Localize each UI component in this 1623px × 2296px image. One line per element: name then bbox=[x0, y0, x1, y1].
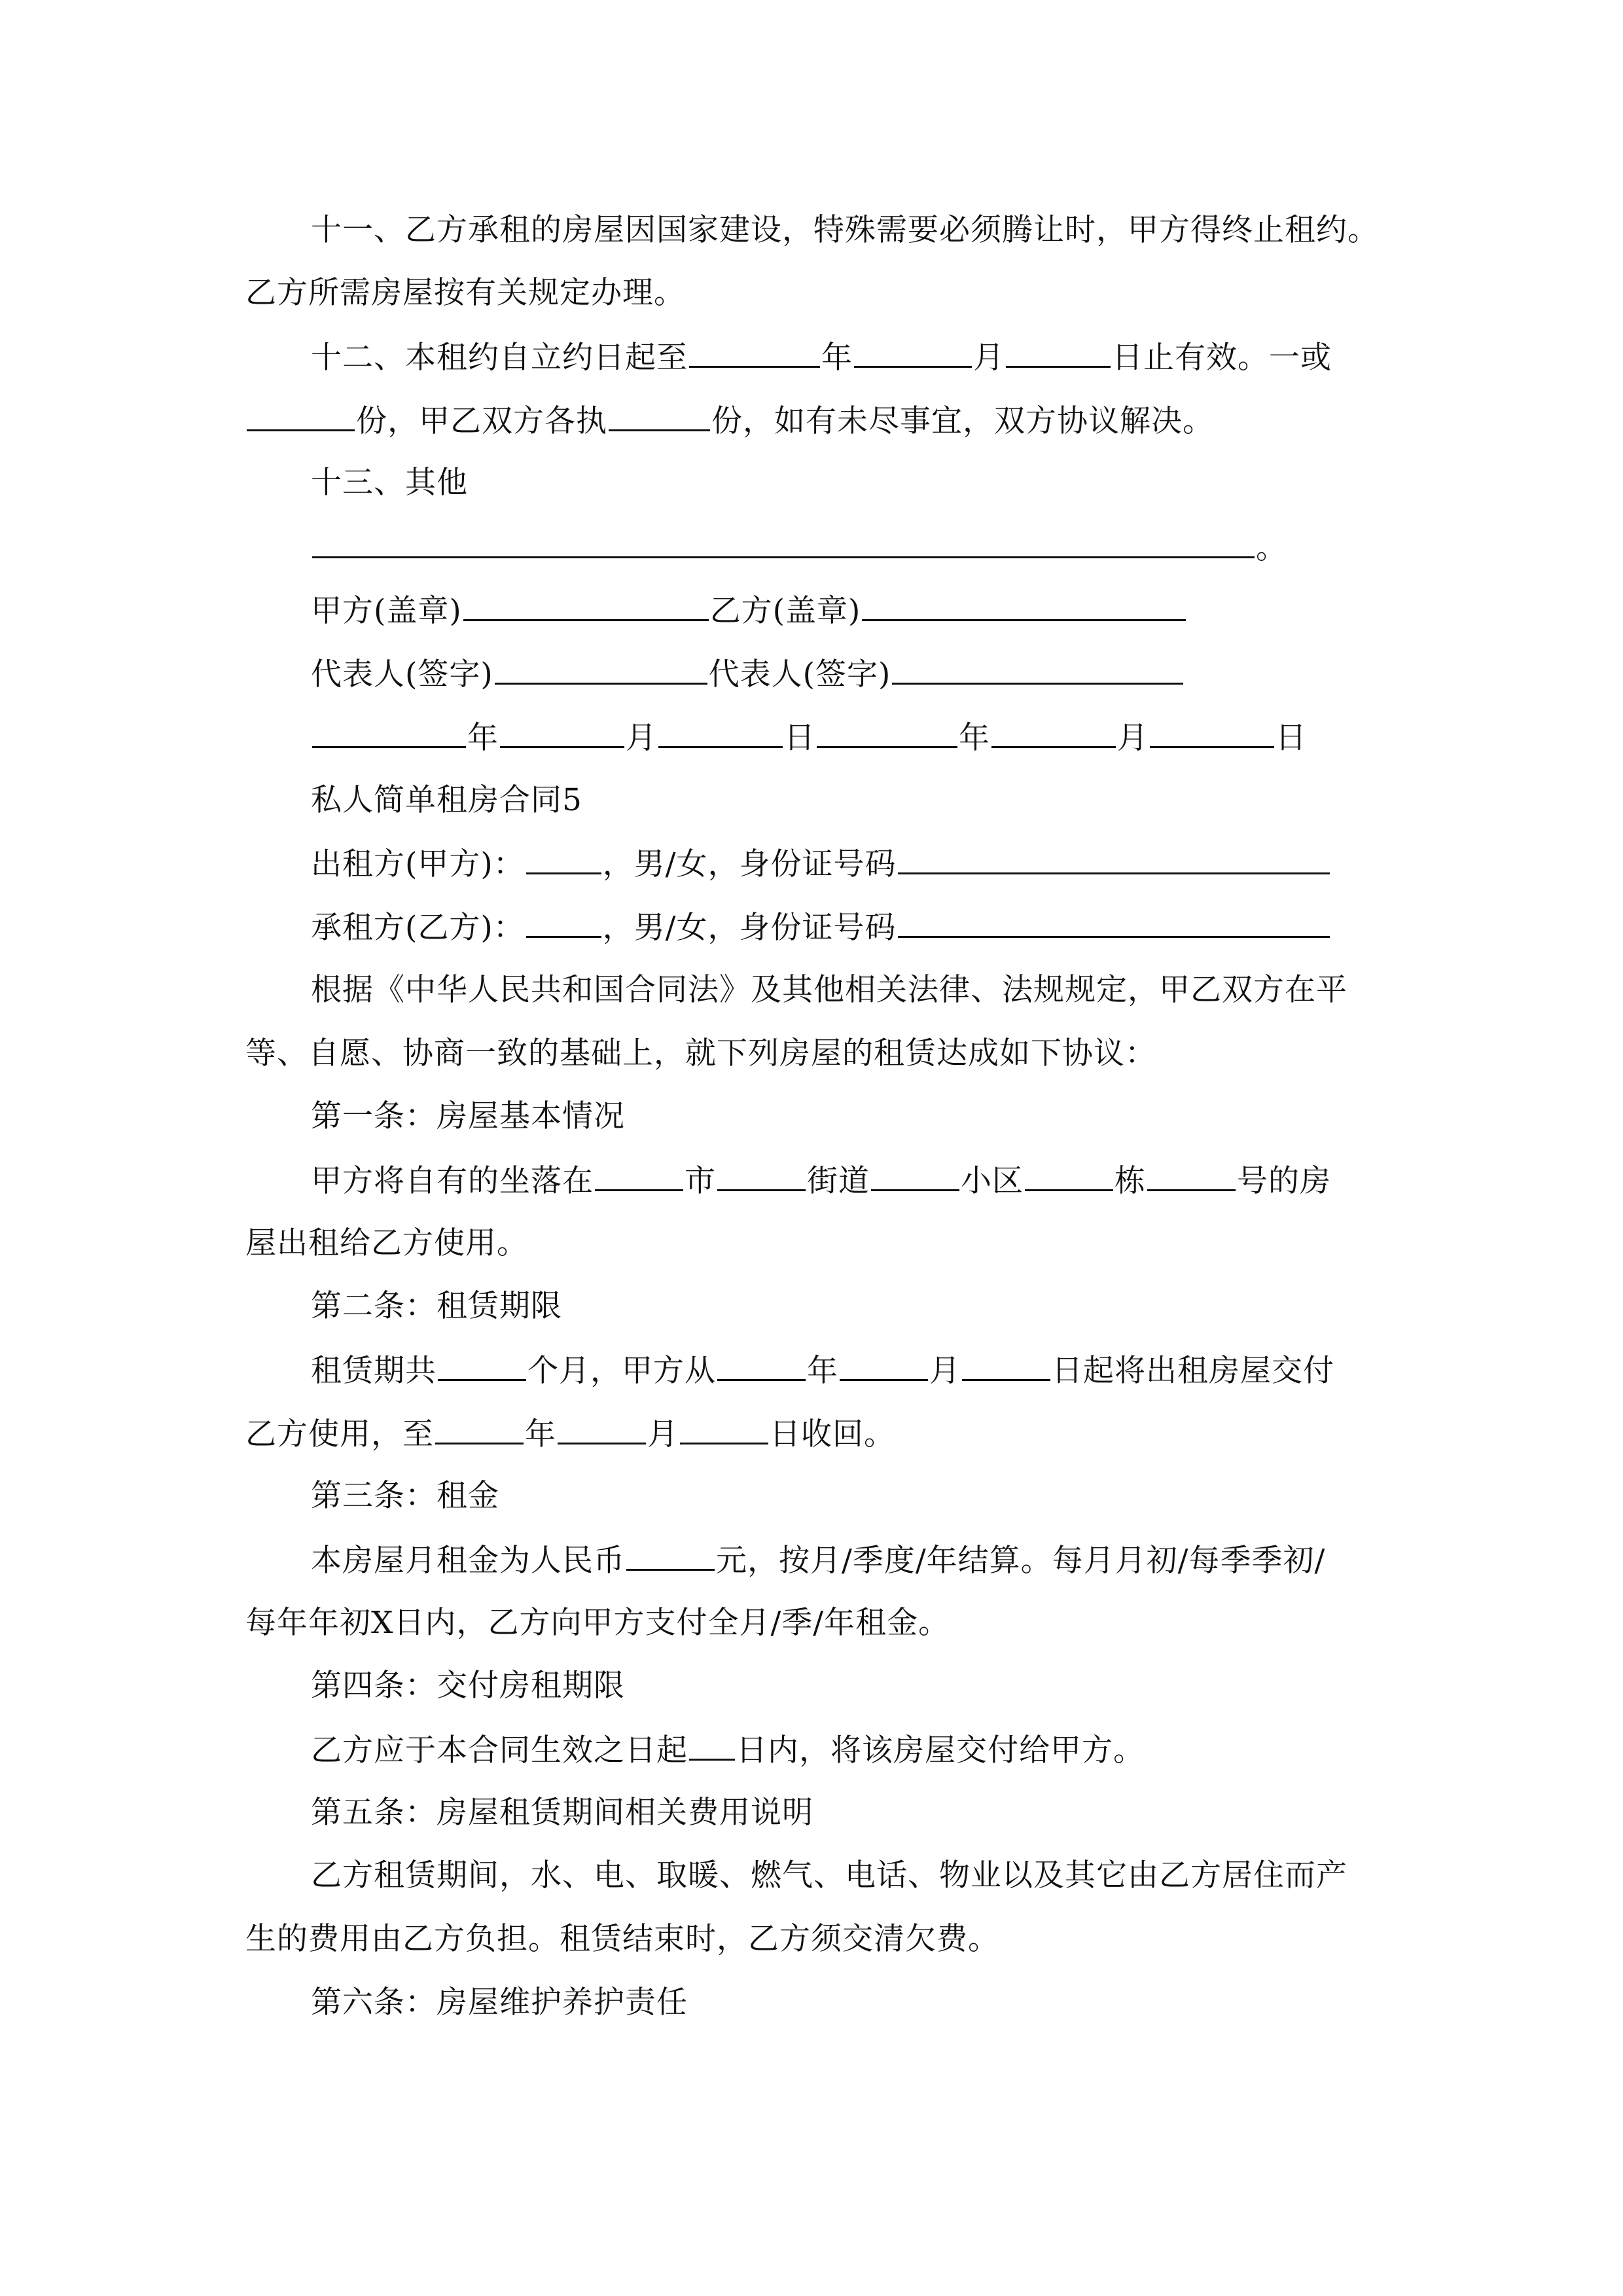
article-6-title: 第六条：房屋维护养护责任 bbox=[311, 1984, 688, 2020]
lessor-line bbox=[311, 844, 1450, 884]
contract-5-title: 私人简单租房合同5 bbox=[311, 782, 582, 818]
art4-text-b: 日内，将该房屋交付给甲方。 bbox=[736, 1732, 1145, 1768]
article-2-line-2 bbox=[245, 1414, 1384, 1454]
month-label: 月 bbox=[647, 1416, 679, 1452]
blank-start-day[interactable] bbox=[962, 1350, 1050, 1381]
year-label: 年 bbox=[467, 720, 499, 756]
preamble-line-2: 等、自愿、协商一致的基础上，就下列房屋的租赁达成如下协议： bbox=[245, 1035, 1156, 1071]
month-label: 月 bbox=[973, 340, 1005, 376]
seal-line bbox=[311, 590, 1450, 631]
copies-text-a: 份，甲乙双方各执 bbox=[356, 403, 607, 439]
blank-end-month[interactable] bbox=[558, 1414, 646, 1444]
street-label: 街道 bbox=[807, 1163, 870, 1199]
blank-copies-total[interactable] bbox=[247, 401, 355, 431]
article-1-line-1 bbox=[311, 1160, 1450, 1201]
end-mark: 。 bbox=[1256, 530, 1287, 566]
blank-date-b-year[interactable] bbox=[817, 717, 957, 748]
blank-other-terms[interactable] bbox=[312, 528, 1255, 558]
day-label: 日收回。 bbox=[770, 1416, 895, 1452]
article-2-line-1 bbox=[311, 1350, 1450, 1391]
article-5-line-1: 乙方租赁期间，水、电、取暖、燃气、电话、物业以及其它由乙方居住而产 bbox=[311, 1857, 1347, 1893]
blank-rent-amount[interactable] bbox=[626, 1540, 715, 1571]
lessor-name-field[interactable] bbox=[526, 844, 601, 874]
clause-12-line-1 bbox=[311, 337, 1450, 378]
day-label: 日起将出租房屋交付 bbox=[1052, 1353, 1334, 1389]
article-4-title: 第四条：交付房租期限 bbox=[311, 1668, 625, 1704]
art3-text-a: 本房屋月租金为人民币 bbox=[311, 1543, 625, 1579]
number-label: 号的房 bbox=[1237, 1163, 1331, 1199]
blank-end-day[interactable] bbox=[680, 1414, 768, 1444]
building-label: 栋 bbox=[1115, 1163, 1146, 1199]
blank-copies-each[interactable] bbox=[609, 401, 710, 431]
gender-id-label: ，男/女，身份证号码 bbox=[602, 910, 897, 946]
month-label: 月 bbox=[929, 1353, 961, 1389]
blank-year[interactable] bbox=[689, 337, 820, 368]
party-b-seal-field[interactable] bbox=[862, 590, 1186, 621]
rep-a-sign-field[interactable] bbox=[495, 654, 707, 685]
blank-start-year[interactable] bbox=[717, 1350, 806, 1381]
day-suffix: 日止有效。一或 bbox=[1112, 340, 1332, 376]
article-3-line-2: 每年年初X日内，乙方向甲方支付全月/季/年租金。 bbox=[245, 1605, 950, 1641]
rep-b-sign-field[interactable] bbox=[892, 654, 1183, 685]
lessee-id-field[interactable] bbox=[898, 907, 1330, 938]
clause-11-line-2: 乙方所需房屋按有关规定办理。 bbox=[245, 275, 685, 311]
blank-delivery-days[interactable] bbox=[689, 1730, 735, 1761]
art1-text: 甲方将自有的坐落在 bbox=[311, 1163, 594, 1199]
gender-id-label: ，男/女，身份证号码 bbox=[602, 846, 897, 882]
city-label: 市 bbox=[685, 1163, 716, 1199]
clause-13-title: 十三、其他 bbox=[311, 465, 468, 501]
day-label: 日 bbox=[784, 720, 815, 756]
rep-b-sign-label: 代表人(签字) bbox=[708, 656, 891, 692]
blank-lease-months[interactable] bbox=[438, 1350, 526, 1381]
sign-date-line bbox=[311, 717, 1450, 758]
lessee-line bbox=[311, 907, 1450, 948]
article-3-title: 第三条：租金 bbox=[311, 1478, 499, 1514]
party-b-seal-label: 乙方(盖章) bbox=[709, 593, 861, 629]
art2-text: 租赁期共 bbox=[311, 1353, 437, 1389]
blank-building[interactable] bbox=[1025, 1160, 1113, 1191]
blank-date-b-month[interactable] bbox=[991, 717, 1116, 748]
blank-street[interactable] bbox=[717, 1160, 806, 1191]
party-a-seal-field[interactable] bbox=[463, 590, 709, 621]
year-label: 年 bbox=[821, 340, 853, 376]
article-2-title: 第二条：租赁期限 bbox=[311, 1288, 562, 1324]
blank-date-a-month[interactable] bbox=[500, 717, 624, 748]
year-label: 年 bbox=[959, 720, 990, 756]
article-4-line-1 bbox=[311, 1730, 1450, 1770]
lessor-id-field[interactable] bbox=[898, 844, 1330, 874]
art2-line2-text: 乙方使用，至 bbox=[245, 1416, 434, 1452]
blank-date-b-day[interactable] bbox=[1150, 717, 1274, 748]
party-a-seal-label: 甲方(盖章) bbox=[311, 593, 462, 629]
blank-date-a-day[interactable] bbox=[658, 717, 783, 748]
clause-12-prefix: 十二、本租约自立约日起至 bbox=[311, 340, 688, 376]
article-3-line-1 bbox=[311, 1540, 1450, 1581]
blank-month[interactable] bbox=[854, 337, 972, 368]
art3-text-b: 元，按月/季度/年结算。每月月初/每季季初/ bbox=[716, 1543, 1326, 1579]
day-label: 日 bbox=[1275, 720, 1307, 756]
blank-start-month[interactable] bbox=[840, 1350, 928, 1381]
lessee-name-field[interactable] bbox=[526, 907, 601, 938]
article-1-title: 第一条：房屋基本情况 bbox=[311, 1098, 625, 1134]
rep-sign-line bbox=[311, 654, 1450, 694]
preamble-line-1: 根据《中华人民共和国合同法》及其他相关法律、法规规定，甲乙双方在平 bbox=[311, 972, 1347, 1008]
blank-end-year[interactable] bbox=[435, 1414, 524, 1444]
year-label: 年 bbox=[807, 1353, 838, 1389]
clause-13-blank-line bbox=[311, 528, 1450, 568]
month-label: 月 bbox=[1117, 720, 1149, 756]
blank-day[interactable] bbox=[1006, 337, 1111, 368]
copies-text-b: 份，如有未尽事宜，双方协议解决。 bbox=[711, 403, 1214, 439]
blank-date-a-year[interactable] bbox=[312, 717, 466, 748]
blank-community[interactable] bbox=[871, 1160, 959, 1191]
clause-11-line-1: 十一、乙方承租的房屋因国家建设，特殊需要必须腾让时，甲方得终止租约。 bbox=[311, 212, 1379, 248]
rep-a-sign-label: 代表人(签字) bbox=[311, 656, 493, 692]
blank-number[interactable] bbox=[1147, 1160, 1236, 1191]
article-5-line-2: 生的费用由乙方负担。租赁结束时，乙方须交清欠费。 bbox=[245, 1921, 999, 1957]
art4-text-a: 乙方应于本合同生效之日起 bbox=[311, 1732, 688, 1768]
year-label: 年 bbox=[525, 1416, 556, 1452]
lessee-label: 承租方(乙方)： bbox=[311, 910, 525, 946]
lessor-label: 出租方(甲方)： bbox=[311, 846, 525, 882]
blank-city[interactable] bbox=[595, 1160, 683, 1191]
article-5-title: 第五条：房屋租赁期间相关费用说明 bbox=[311, 1795, 813, 1831]
months-label: 个月，甲方从 bbox=[527, 1353, 716, 1389]
article-1-line-2: 屋出租给乙方使用。 bbox=[245, 1225, 528, 1261]
month-label: 月 bbox=[626, 720, 657, 756]
clause-12-line-2 bbox=[245, 401, 1384, 441]
community-label: 小区 bbox=[961, 1163, 1024, 1199]
